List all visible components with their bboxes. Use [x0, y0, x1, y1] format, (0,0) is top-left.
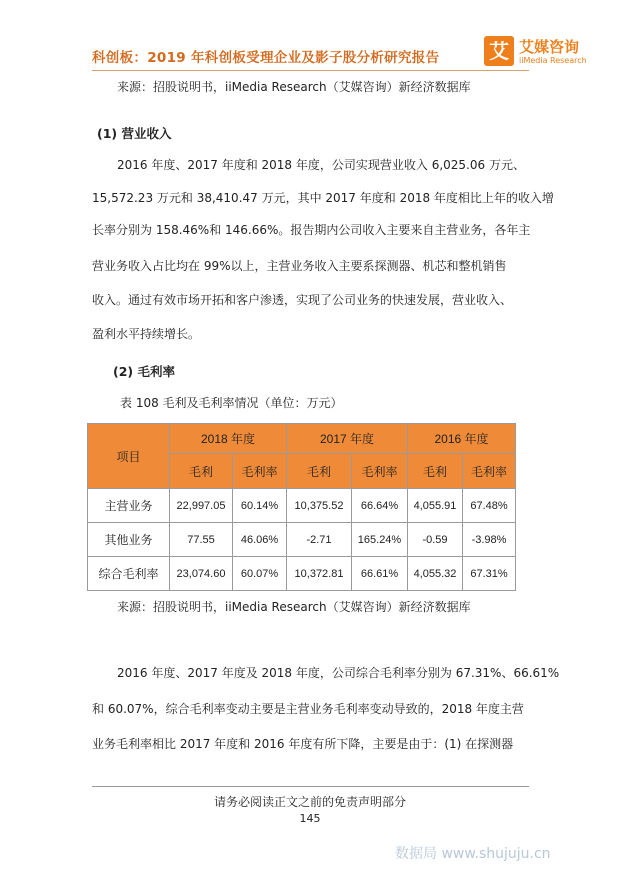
- table-cell: 10,375.52: [287, 489, 352, 523]
- revenue-paragraph-line: 2016 年度、2017 年度和 2018 年度，公司实现营业收入 6,025.06 万元、: [117, 158, 525, 172]
- gross-profit-header: 毛利: [287, 454, 352, 489]
- year-header: 2016 年度: [408, 424, 516, 454]
- gross-profit-header: 毛利: [408, 454, 463, 489]
- table-row: [88, 523, 516, 557]
- source-note-2: 来源：招股说明书，iiMedia Research（艾媒咨询）新经济数据库: [117, 600, 471, 614]
- section-heading-revenue: (1) 营业收入: [97, 126, 172, 141]
- section-heading-gross-margin: (2) 毛利率: [113, 364, 175, 379]
- table-row: [88, 489, 516, 523]
- table-cell: 10,372.81: [287, 557, 352, 591]
- row-label: 其他业务: [88, 523, 170, 557]
- table-cell: -3.98%: [463, 523, 516, 557]
- table-cell: 4,055.91: [408, 489, 463, 523]
- logo-mark: 艾: [484, 36, 514, 66]
- logo-en-text: iiMedia Research: [519, 56, 587, 65]
- report-header-title: 科创板：2019 年科创板受理企业及影子股分析研究报告: [92, 50, 440, 66]
- gross-profit-header: 毛利: [170, 454, 233, 489]
- table-cell: 60.07%: [233, 557, 287, 591]
- revenue-paragraph-line: 营业务收入占比均在 99%以上，主营业务收入主要系探测器、机芯和整机销售: [92, 259, 507, 273]
- table-row: [88, 557, 516, 591]
- table-cell: 77.55: [170, 523, 233, 557]
- year-header: 2018 年度: [170, 424, 287, 454]
- gross-margin-header: 毛利率: [352, 454, 408, 489]
- row-label: 主营业务: [88, 489, 170, 523]
- table-cell: -0.59: [408, 523, 463, 557]
- table-cell: 165.24%: [352, 523, 408, 557]
- iimedia-logo: [484, 36, 594, 72]
- revenue-paragraph-line: 15,572.23 万元和 38,410.47 万元，其中 2017 年度和 2018 年度相比上年的收入增: [92, 191, 554, 205]
- table-header-row: [88, 424, 516, 454]
- row-label: 综合毛利率: [88, 557, 170, 591]
- page-number: 145: [299, 812, 321, 825]
- footer-divider: [92, 786, 529, 787]
- gross-margin-table: [87, 423, 516, 591]
- revenue-paragraph-line: 盈利水平持续增长。: [92, 327, 201, 341]
- source-note-1: 来源：招股说明书，iiMedia Research（艾媒咨询）新经济数据库: [117, 80, 471, 94]
- revenue-paragraph-line: 长率分别为 158.46%和 146.66%。报告期内公司收入主要来自主营业务，各年主: [92, 223, 531, 237]
- table-cell: 23,074.60: [170, 557, 233, 591]
- table-cell: 66.61%: [352, 557, 408, 591]
- revenue-paragraph-line: 收入。通过有效市场开拓和客户渗透，实现了公司业务的快速发展，营业收入、: [92, 293, 513, 307]
- item-column-header: 项目: [88, 424, 170, 489]
- watermark: 数据局 www.shujuju.cn: [395, 846, 551, 862]
- margin-paragraph-line: 和 60.07%，综合毛利率变动主要是主营业务毛利率变动导致的，2018 年度主营: [92, 702, 524, 716]
- header-divider: [92, 70, 529, 71]
- gross-margin-header: 毛利率: [463, 454, 516, 489]
- table-cell: 60.14%: [233, 489, 287, 523]
- disclaimer-note: 请务必阅读正文之前的免责声明部分: [213, 795, 406, 809]
- table-cell: 4,055.32: [408, 557, 463, 591]
- table-cell: -2.71: [287, 523, 352, 557]
- table-caption: 表 108 毛利及毛利率情况（单位：万元）: [120, 396, 343, 410]
- table-cell: 46.06%: [233, 523, 287, 557]
- logo-cn-text: 艾媒咨询: [519, 38, 580, 56]
- year-header: 2017 年度: [287, 424, 408, 454]
- margin-paragraph-line: 2016 年度、2017 年度及 2018 年度，公司综合毛利率分别为 67.31%、66.61%: [117, 666, 560, 680]
- table-cell: 67.31%: [463, 557, 516, 591]
- gross-margin-header: 毛利率: [233, 454, 287, 489]
- table-cell: 22,997.05: [170, 489, 233, 523]
- margin-paragraph-line: 业务毛利率相比 2017 年度和 2016 年度有所下降，主要是由于：(1) 在探测器: [92, 737, 514, 751]
- table-cell: 67.48%: [463, 489, 516, 523]
- table-cell: 66.64%: [352, 489, 408, 523]
